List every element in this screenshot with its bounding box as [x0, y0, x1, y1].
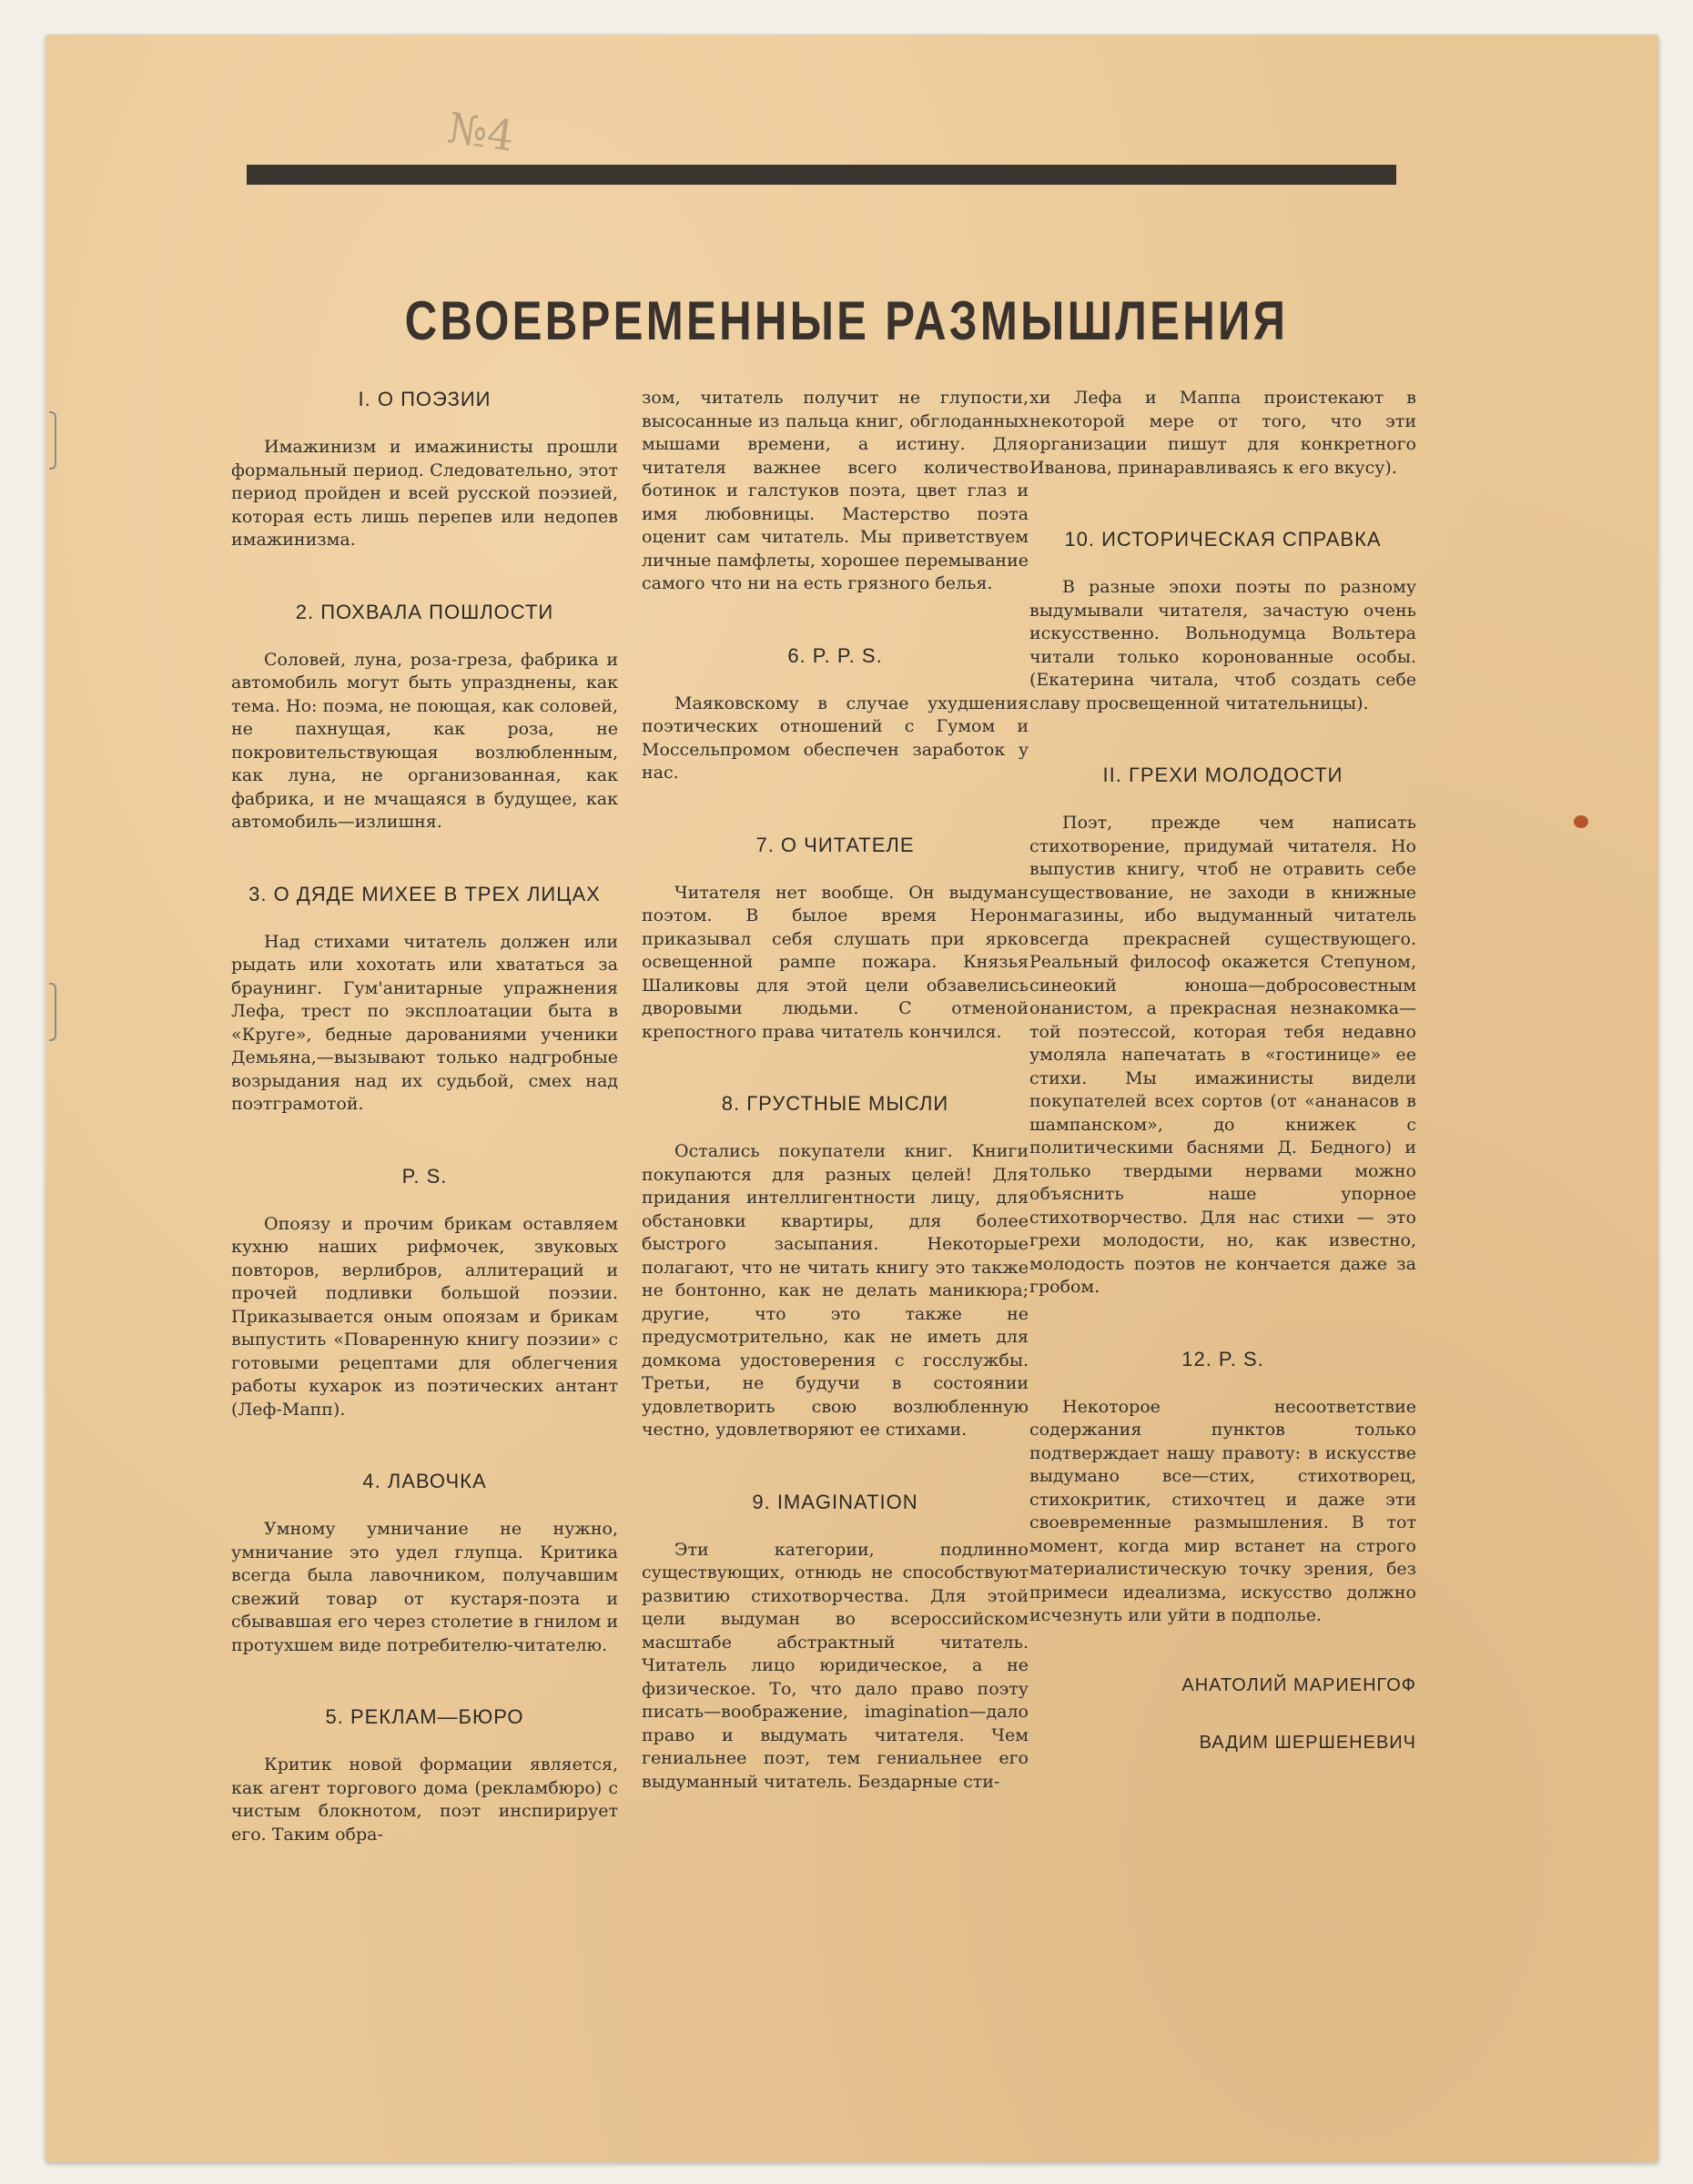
section-text: хи Лефа и Маппа проистекают в некоторой мере от того, что эти организации пишут для конкретного Иванова, принаравливаясь к его вкусу).: [1029, 388, 1416, 478]
section: [231, 600, 618, 834]
section-text: Читателя нет вообще. Он выдуман поэтом. В былое время Нерон приказывал себя слушать при ярко освещенной рампе пожара. Князья Шаликовы для этой цели обзавелись дворовыми людьми. С отменой крепостного права читатель кончился.: [642, 882, 1029, 1042]
section-heading: 7. О ЧИТАТЕЛЕ: [755, 833, 915, 856]
column-1: [231, 387, 618, 1894]
section-text: Над стихами читатель должен или рыдать или хохотать или хвататься за браунинг. Гум'анитарные упражнения Лефа, трест по эксплоатации быта в «Круге», бедные дарованиями ученики Демьяна,—вызывают только надгробные возрыдания над их судьбой, смех над поэтграмотой.: [231, 931, 618, 1114]
signature: АНАТОЛИЙ МАРИЕНГОФ: [1181, 1674, 1416, 1695]
section-text: зом, читатель получит не глупости, высосанные из пальца книг, обглоданных мышами времени, а истину. Для читателя важнее всего количество ботинок и галстуков поэта, цвет глаз и имя любовницы. Мастерство поэта оценит сам читатель. Мы приветствуем личные памфлеты, хорошее перемывание самого что ни на есть грязного белья.: [642, 388, 1029, 593]
pencil-mark: №4: [444, 103, 518, 161]
header-rule: [247, 165, 1396, 185]
section-heading: P. S.: [401, 1164, 448, 1188]
section: [642, 643, 1029, 785]
section: [231, 1704, 618, 1846]
section-heading: 10. ИСТОРИЧЕСКАЯ СПРАВКА: [1064, 528, 1382, 551]
section: [1029, 1347, 1416, 1628]
section-text: Соловей, луна, роза-греза, фабрика и автомобиль могут быть упразднены, как тема. Но: поэма, не поющая, как соловей, не пахнущая, как роза, не покровительствующая возлюбленным, как луна, не организованная, как фабрика, и не мчащаяся в будущее, как автомобиль—излишня.: [231, 649, 618, 832]
section-heading: 6. P. P. S.: [787, 643, 883, 667]
section: [231, 1469, 618, 1657]
section-heading: 12. P. S.: [1181, 1347, 1264, 1370]
section: [642, 1490, 1029, 1795]
section-text: Эти категории, подлинно существующих, отнюдь не способствуют развитию стихотворчества. Для этой цели выдуман во всероссийском масштабе абстрактный читатель. Читатель лицо юридическое, а не физическое. То, что дало право поэту писать—воображение, imagination—дало право и выдумать читателя. Чем гениальнее поэт, тем гениальнее его выдуманный читатель. Бездарные сти-: [642, 1539, 1029, 1792]
section: [1029, 527, 1416, 715]
section-heading: I. О ПОЭЗИИ: [358, 388, 492, 410]
section: [1029, 763, 1416, 1299]
section: [1029, 387, 1416, 480]
column-2: [642, 387, 1029, 1841]
section: [231, 882, 618, 1117]
page-title: СВОЕВРЕМЕННЫЕ РАЗМЫШЛЕНИЯ: [404, 290, 1289, 351]
column-3: [1029, 387, 1416, 1790]
section: [231, 1164, 618, 1422]
section: [642, 833, 1029, 1045]
section-text: Поэт, прежде чем написать стихотворение, придумай читателя. Но выпустив книгу, чтоб не отравить себе существование, не заходи в книжные магазины, ибо выдуманный читатель всегда прекрасней существующего. Реальный философ окажется Степуном, синеокий юноша—добросовестным онанистом, а прекрасная незнакомка—той поэтессой, которая тебя недавно умоляла напечатать в «гостинице» ее стихи. Мы имажинисты видели покупателей всех сортов (от «ананасов в шампанском», до книжек с политическими баснями Д. Бедного) и только твердыми нервами можно объяснить наше упорное стихотворчество. Для нас стихи — это грехи молодости, но, как известно, молодость поэтов не кончается даже за гробом.: [1029, 813, 1416, 1297]
section: [231, 387, 618, 552]
section-text: Остались покупатели книг. Книги покупаются для разных целей! Для придания интеллигентности лицу, для обстановки квартиры, для более быстрого засыпания. Некоторые полагают, что не читать книгу это также не бонтонно, как не делать маникюра; другие, что это также не предусмотрительно, как не иметь для домкома удостоверения с госслужбы. Третьи, не будучи в состоянии удовлетворить свою возлюбленную честно, удовлетворяют ее стихами.: [642, 1141, 1029, 1440]
section-text: Критик новой формации является, как агент торгового дома (рекламбюро) с чистым блокнотом, поэт инспирирует его. Таким обра-: [231, 1754, 618, 1845]
section: [642, 1091, 1029, 1442]
section-text: Опоязу и прочим брикам оставляем кухню наших рифмочек, звуковых повторов, верлибров, аллитераций и прочей подливки большой поэзии. Приказывается оным опоязам и брикам выпустить «Поваренную книгу поэзии» с готовыми рецептами для облегчения работы кухарок из поэтических антант (Леф-Мапп).: [231, 1213, 618, 1420]
section-text: Маяковскому в случае ухудшения поэтических отношений с Гумом и Моссельпромом обеспечен заработок у нас.: [642, 693, 1029, 783]
section-heading: 5. РЕКЛАМ—БЮРО: [325, 1705, 524, 1728]
section-heading: 8. ГРУСТНЫЕ МЫСЛИ: [721, 1092, 949, 1115]
section-heading: 3. О ДЯДЕ МИХЕЕ В ТРЕХ ЛИЦАХ: [248, 882, 601, 905]
section: [642, 387, 1029, 596]
signature: ВАДИМ ШЕРШЕНЕВИЧ: [1199, 1732, 1416, 1753]
section-text: Умному умничание не нужно, умничание это удел глупца. Критика всегда была лавочником, получавшим свежий товар от кустаря-поэта и сбывавшая его через столетие в гнилом и протухшем виде потребителю-читателю.: [231, 1519, 618, 1655]
staple-top: [49, 411, 56, 470]
ink-stain: [1574, 815, 1588, 828]
section-heading: II. ГРЕХИ МОЛОДОСТИ: [1102, 763, 1343, 786]
section-heading: 4. ЛАВОЧКА: [362, 1470, 487, 1492]
section-text: Некоторое несоответствие содержания пунктов только подтверждает нашу правоту: в искусстве выдумано все—стих, стихотворец, стихокритик, стихочтец и даже эти своевременные размышления. В тот момент, когда мир встанет на строго материалистическую точку зрения, без примеси идеализма, искусство должно исчезнуть или уйти в подполье.: [1029, 1396, 1416, 1625]
section-heading: 2. ПОХВАЛА ПОШЛОСТИ: [295, 600, 554, 623]
staple-bottom: [49, 983, 56, 1041]
section-text: Имажинизм и имажинисты прошли формальный период. Следовательно, этот период пройден и всей русской поэзией, которая есть лишь перепев или недопев имажинизма.: [231, 437, 618, 550]
section-text: В разные эпохи поэты по разному выдумывали читателя, зачастую очень искусственно. Вольнодумца Вольтера читали только коронованные особы. (Екатерина читала, чтоб создать себе славу просвещенной читательницы).: [1029, 577, 1416, 713]
section-heading: 9. IMAGINATION: [752, 1490, 918, 1513]
